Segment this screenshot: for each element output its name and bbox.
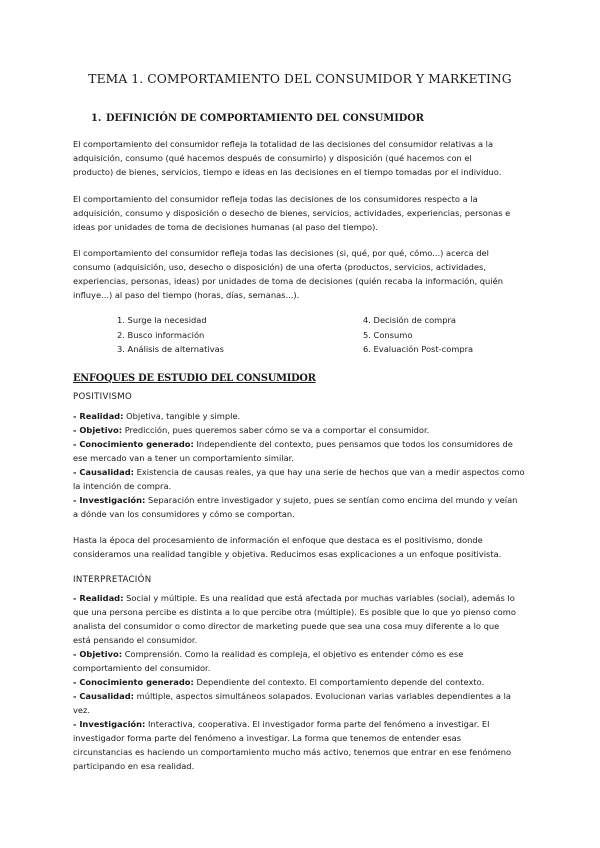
item-label: Objetivo [79,649,119,659]
item-label: Objetivo [79,425,119,435]
item-text-continued: vez. [73,705,91,715]
text-line: influye...) al paso del tiempo (horas, días, semanas...). [73,290,300,300]
text-line: consideramos una realidad tangible y objetiva. Reducimos esas explicaciones a un enfoque positivista. [73,549,502,559]
item-text-continued: la intención de compra. [73,481,172,491]
item-text-continued: investigador forma parte del fenómeno a investigar. La forma que tenemos de entender esas [73,733,462,743]
item-text: Interactiva, cooperativa. El investigador forma parte del fenómeno a investigar. El [148,719,490,729]
item-text: Independiente del contexto, pues pensamos que todos los consumidores de [196,439,513,449]
item-text-continued: que una persona percibe es distinta a lo que percibe otra (múltiple). Es posible que lo que yo pienso como [73,607,516,617]
step-left: 1. Surge la necesidad [117,315,207,325]
step-right: 5. Consumo [363,329,413,340]
interpretacion-heading: INTERPRETACIÓN [73,575,152,585]
list-item: - Investigación: Interactiva, cooperativa. El investigador forma parte del fenómeno a investigar. El [73,719,490,729]
item-text-continued: a dónde van los consumidores y cómo se comportan. [73,509,295,519]
text-line: producto) de bienes, servicios, tiempo e ideas en las decisiones en el tiempo tomadas por el individuo. [73,167,502,177]
step-left: 2. Busco información [117,329,205,340]
text-line: experiencias, personas, ideas) por unidades de toma de decisiones (quién recaba la información, quién [73,276,503,286]
positivismo-items [73,409,528,521]
text-line: El comportamiento del consumidor refleja todas las decisiones (si, qué, por qué, cómo...) acerca del [73,248,489,258]
step-right: 6. Evaluación Post-compra [363,344,474,354]
text-line: adquisición, consumo y disposición o desecho de bienes, servicios, actividades, experiencias, personas e [73,208,511,218]
list-item: - Objetivo: Comprensión. Como la realidad es compleja, el objetivo es entender cómo es ese [73,649,464,659]
document-title: TEMA 1. COMPORTAMIENTO DEL CONSUMIDOR Y MARKETING [88,72,512,86]
section-1-heading-text: DEFINICIÓN DE COMPORTAMIENTO DEL CONSUMIDOR [106,113,424,124]
definition-paragraph-3 [73,246,528,302]
item-label: Investigación [79,495,143,505]
decision-steps-list [117,313,537,357]
item-text: Dependiente del contexto. El comportamiento depende del contexto. [196,677,485,687]
item-label: Realidad [79,593,121,603]
list-item: - Causalidad: múltiple, aspectos simultáneos solapados. Evolucionan varias variables dependientes a la [73,691,512,701]
item-text: múltiple, aspectos simultáneos solapados. Evolucionan varias variables dependientes a la [136,691,512,701]
item-text: Predicción, pues queremos saber cómo se va a comportar el consumidor. [124,425,430,435]
text-line: El comportamiento del consumidor refleja la totalidad de las decisiones del consumidor relativas a la [73,139,494,149]
item-label: Investigación [79,719,143,729]
item-label: Causalidad [79,691,131,701]
item-label: Conocimiento generado [79,439,191,449]
list-item [117,342,537,357]
item-text-continued: participando en esa realidad. [73,761,195,771]
section-2-heading: ENFOQUES DE ESTUDIO DEL CONSUMIDOR [73,373,316,384]
list-item [117,328,537,343]
item-text: Comprensión. Como la realidad es compleja, el objetivo es entender cómo es ese [124,649,464,659]
text-line: El comportamiento del consumidor refleja todas las decisiones de los consumidores respecto a la [73,194,478,204]
item-text: Objetiva, tangible y simple. [126,411,241,421]
definition-paragraph-1 [73,137,528,179]
list-item: - Objetivo: Predicción, pues queremos saber cómo se va a comportar el consumidor. [73,425,430,435]
list-item: - Investigación: Separación entre investigador y sujeto, pues se sentían como encima del mundo y veían [73,495,518,505]
item-text-continued: ese mercado van a tener un comportamiento similar. [73,453,294,463]
item-text: Social y múltiple. Es una realidad que está afectada por muchas variables (social), además lo [126,593,515,603]
positivismo-summary [73,533,528,561]
step-left: 3. Análisis de alternativas [117,344,225,354]
list-item [117,313,537,328]
positivismo-heading: POSITIVISMO [73,392,133,402]
text-line: consumo (adquisición, uso, desecho o disposición) de una oferta (productos, servicios, actividades, [73,262,486,272]
section-1-heading [91,113,424,124]
list-item: - Conocimiento generado: Independiente del contexto, pues pensamos que todos los consumidores de [73,439,513,449]
list-item: - Realidad: Social y múltiple. Es una realidad que está afectada por muchas variables (social), además lo [73,593,515,603]
list-item: - Causalidad: Existencia de causas reales, ya que hay una serie de hechos que van a medir aspectos como [73,467,525,477]
text-line: Hasta la época del procesamiento de información el enfoque que destaca es el positivismo, donde [73,535,483,545]
list-item: - Conocimiento generado: Dependiente del contexto. El comportamiento depende del contexto. [73,677,485,687]
interpretacion-items [73,591,528,773]
item-label: Conocimiento generado [79,677,191,687]
item-text: Separación entre investigador y sujeto, pues se sentían como encima del mundo y veían [148,495,518,505]
item-label: Realidad [79,411,121,421]
item-text: Existencia de causas reales, ya que hay una serie de hechos que van a medir aspectos como [136,467,525,477]
section-1-number: 1. [91,113,102,124]
item-label: Causalidad [79,467,131,477]
step-right: 4. Decisión de compra [363,315,457,325]
item-text-continued: analista del consumidor o como director de marketing puede que sea una cosa muy diferente a lo que [73,621,500,631]
item-text-continued: comportamiento del consumidor. [73,663,211,673]
item-text-continued: está pensando el consumidor. [73,635,198,645]
text-line: adquisición, consumo (qué hacemos después de consumirlo) y disposición (qué hacemos con el [73,153,472,163]
text-line: ideas por unidades de toma de decisiones humanas (al paso del tiempo). [73,222,378,232]
list-item: - Realidad: Objetiva, tangible y simple. [73,411,241,421]
item-text-continued: circunstancias es haciendo un comportamiento mucho más activo, tenemos que entrar en ese fenómeno [73,747,512,757]
definition-paragraph-2 [73,192,528,234]
